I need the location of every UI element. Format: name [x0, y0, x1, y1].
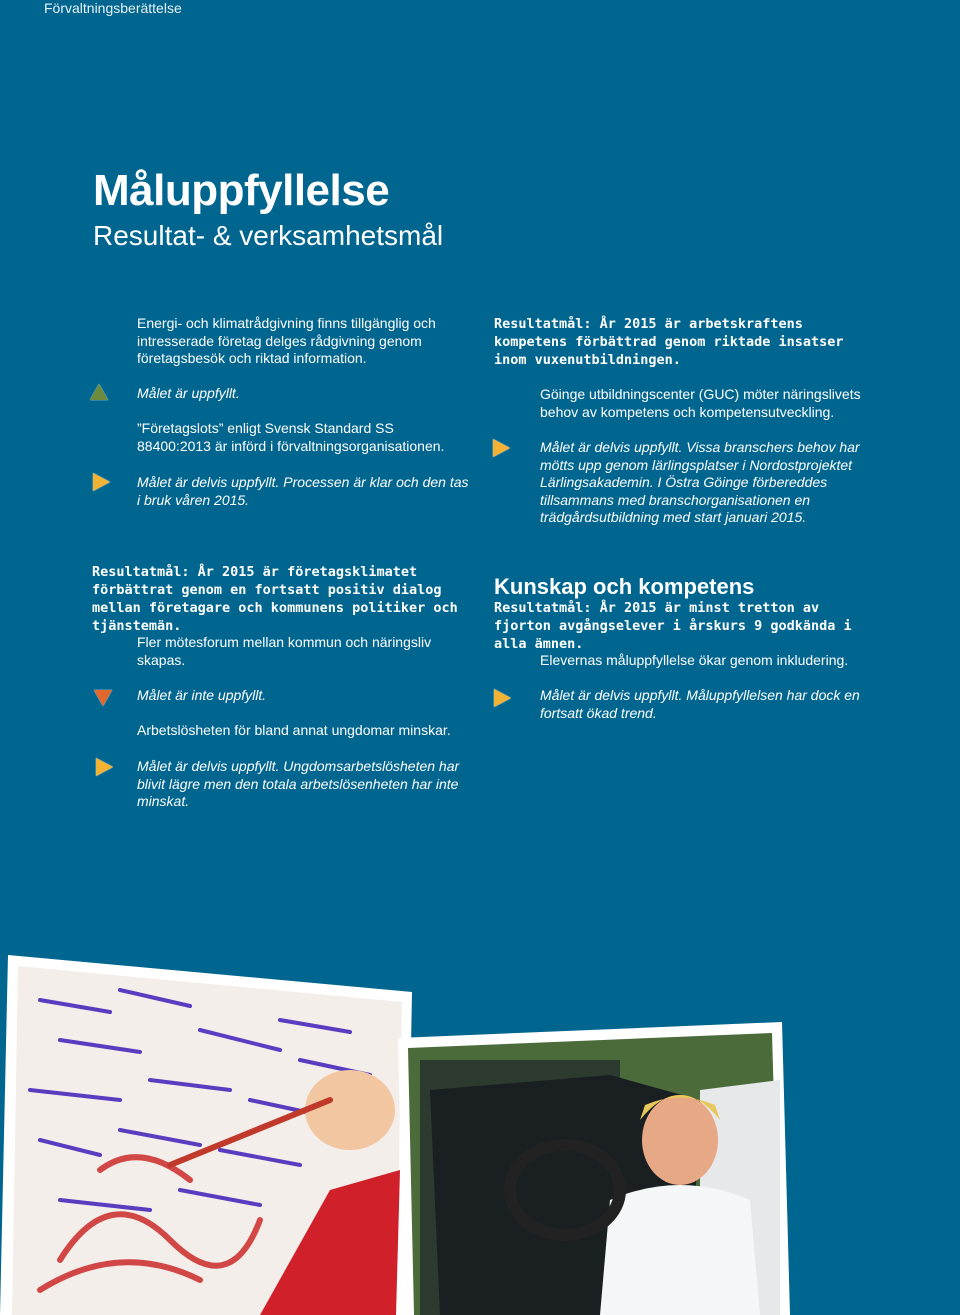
left-intro: Energi- och klimatrådgivning finns tillgänglig och intresserade företag delges rådgivning genom företagsbesök och riktad information.	[137, 315, 436, 366]
right-item-2: Elevernas måluppfyllelse ökar genom inkludering.	[540, 652, 849, 668]
section-label: Förvaltningsberättelse	[44, 0, 182, 16]
triangle-right-icon	[494, 689, 511, 707]
left-status-1: Målet är uppfyllt.	[137, 385, 240, 401]
left-status-4: Målet är delvis uppfyllt. Ungdomsarbetslösheten har blivit lägre men den totala arbetslösenheten har inte minskat.	[137, 758, 460, 809]
triangle-right-icon	[93, 473, 110, 491]
right-item-1: Göinge utbildningscenter (GUC) möter näringslivets behov av kompetens och kompetensutveckling.	[540, 386, 861, 420]
page-title: Måluppfyllelse	[93, 166, 390, 215]
section-heading: Kunskap och kompetens	[494, 574, 755, 599]
left-goal: Resultatmål: År 2015 är företagsklimatet förbättrat genom en fortsatt positiv dialog mellan företagare och kommunens politiker och tjänstemän.	[92, 564, 458, 634]
left-status-2: Målet är delvis uppfyllt. Processen är klar och den tas i bruk våren 2015.	[137, 474, 469, 508]
left-status-3: Målet är inte uppfyllt.	[137, 687, 267, 703]
triangle-right-icon	[96, 758, 113, 776]
right-status-1: Målet är delvis uppfyllt. Vissa branschers behov har mötts upp genom lärlingsplatser i Nordostprojektet Lärlingsakademin. I Östra Göinge förbereddes tillsammans med branschorganisationen en trädgårdsutbildning med start januari 2015.	[540, 439, 860, 525]
painting-photo	[0, 955, 412, 1315]
left-item-4: Arbetslösheten för bland annat ungdomar minskar.	[137, 722, 451, 738]
photo-collage	[0, 940, 960, 1315]
triangle-down-icon	[94, 690, 112, 706]
page-subtitle: Resultat- & verksamhetsmål	[93, 220, 444, 251]
car-photo	[398, 1022, 790, 1315]
right-status-2: Målet är delvis uppfyllt. Måluppfyllelsen har dock en fortsatt ökad trend.	[540, 687, 860, 721]
left-item-3: Fler mötesforum mellan kommun och näringsliv skapas.	[137, 634, 432, 668]
triangle-up-icon	[90, 384, 108, 400]
right-goal-1: Resultatmål: År 2015 är arbetskraftens kompetens förbättrad genom riktade insatser inom vuxenutbildningen.	[494, 316, 844, 368]
left-item-2: ”Företagslots” enligt Svensk Standard SS 88400:2013 är införd i förvaltningsorganisationen.	[137, 420, 445, 454]
right-goal-2: Resultatmål: År 2015 är minst tretton av fjorton avgångselever i årskurs 9 godkända i alla ämnen.	[494, 600, 852, 652]
triangle-right-icon	[493, 439, 510, 457]
